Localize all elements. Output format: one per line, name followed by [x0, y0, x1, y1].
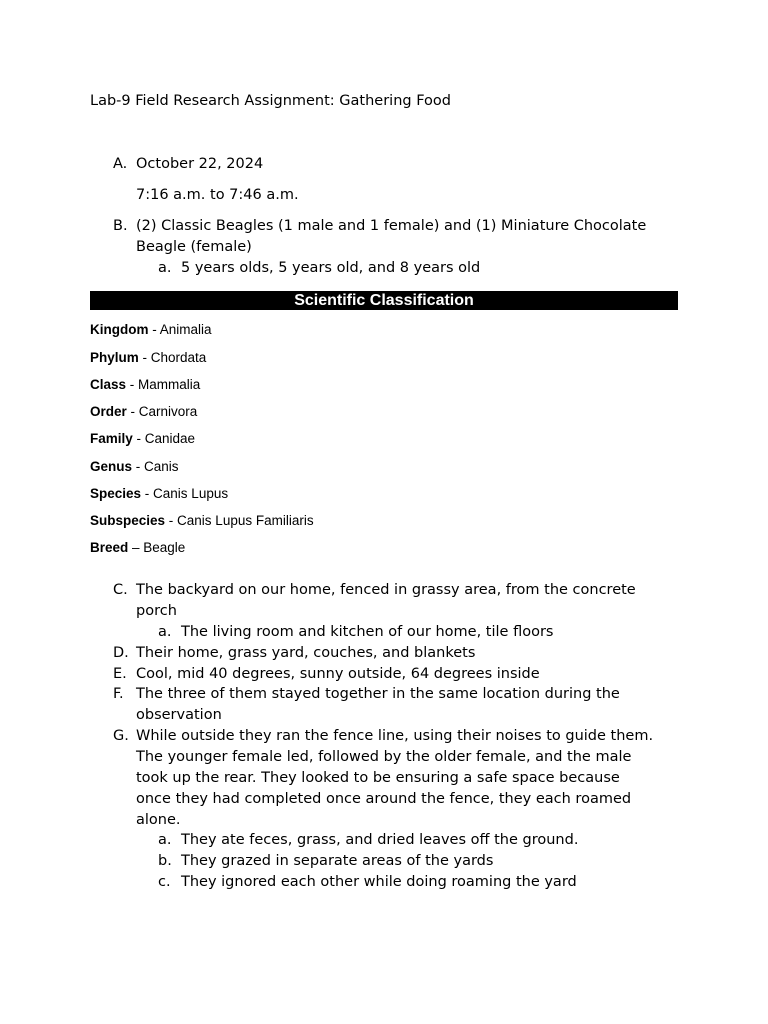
- list-marker: c.: [158, 874, 171, 890]
- list-marker: A.: [113, 156, 128, 172]
- rank-value: Chordata: [150, 350, 207, 365]
- list-item-b: [113, 216, 128, 237]
- list-item-f-line-2: observation: [136, 707, 222, 723]
- list-item-f-line-1: The three of them stayed together in the same location during the: [136, 686, 620, 702]
- rank-separator: -: [132, 459, 145, 474]
- rank-separator: -: [141, 486, 154, 501]
- sublist-item-g-b: [158, 851, 172, 872]
- sublist-item-a: [158, 258, 172, 279]
- list-marker: B.: [113, 218, 128, 234]
- document-title: Lab-9 Field Research Assignment: Gathering Food: [90, 93, 451, 109]
- rank-value: Canidae: [144, 431, 196, 446]
- rank-label: Kingdom: [90, 322, 149, 337]
- list-marker: C.: [113, 582, 128, 598]
- list-marker: F.: [113, 686, 124, 702]
- list-item-e: [113, 664, 127, 685]
- rank-value: Canis Lupus: [153, 486, 229, 501]
- rank-label: Species: [90, 486, 142, 501]
- list-item-g-line-1: While outside they ran the fence line, using their noises to guide them.: [136, 728, 654, 744]
- rank-value: Animalia: [159, 322, 212, 337]
- list-item-g-line-3: took up the rear. They looked to be ensuring a safe space because: [136, 770, 620, 786]
- list-item-c-line-1: The backyard on our home, fenced in grassy area, from the concrete: [136, 582, 636, 598]
- list-marker: G.: [113, 728, 129, 744]
- sublist-item-c-a: [158, 622, 172, 643]
- sublist-item-g-c-text: They ignored each other while doing roaming the yard: [181, 874, 577, 890]
- list-marker: a.: [158, 832, 172, 848]
- rank-separator: -: [126, 404, 139, 419]
- rank-value: Beagle: [143, 540, 186, 555]
- sublist-item-g-a-text: They ate feces, grass, and dried leaves off the ground.: [181, 832, 579, 848]
- rank-value: Canis: [144, 459, 179, 474]
- list-marker: D.: [113, 645, 129, 661]
- list-item-g-line-4: once they had completed once around the fence, they each roamed: [136, 791, 632, 807]
- list-item-time-text: 7:16 a.m. to 7:46 a.m.: [136, 187, 299, 203]
- rank-separator: -: [132, 431, 145, 446]
- rank-value: Canis Lupus Familiaris: [177, 513, 314, 528]
- rank-label: Breed: [90, 540, 129, 555]
- sublist-item-c-a-text: The living room and kitchen of our home, tile floors: [181, 624, 554, 640]
- rank-value: Carnivora: [138, 404, 198, 419]
- classification-heading: Scientific Classification: [90, 291, 678, 310]
- rank-label: Class: [90, 377, 127, 392]
- rank-label: Subspecies: [90, 513, 166, 528]
- classification-row-breed: [90, 539, 185, 556]
- rank-separator: -: [138, 350, 151, 365]
- list-marker: b.: [158, 853, 172, 869]
- list-item-a: [113, 154, 127, 175]
- list-marker: E.: [113, 666, 127, 682]
- rank-separator: –: [128, 540, 144, 555]
- list-marker: a.: [158, 260, 172, 276]
- rank-separator: -: [126, 377, 139, 392]
- rank-separator: -: [165, 513, 178, 528]
- classification-row-order: [90, 403, 197, 420]
- list-item-e-text: Cool, mid 40 degrees, sunny outside, 64 degrees inside: [136, 666, 540, 682]
- rank-label: Family: [90, 431, 133, 446]
- list-item-b-line-2: Beagle (female): [136, 239, 252, 255]
- sublist-item-a-text: 5 years olds, 5 years old, and 8 years old: [181, 260, 481, 276]
- list-marker: a.: [158, 624, 172, 640]
- list-item-c: [113, 580, 128, 601]
- classification-row-subspecies: [90, 512, 314, 529]
- sublist-item-g-c: [158, 872, 171, 893]
- list-item-a-text: October 22, 2024: [136, 156, 264, 172]
- rank-label: Genus: [90, 459, 133, 474]
- rank-separator: -: [148, 322, 160, 337]
- rank-label: Phylum: [90, 350, 139, 365]
- sublist-item-g-b-text: They grazed in separate areas of the yards: [181, 853, 494, 869]
- classification-row-phylum: [90, 349, 206, 366]
- list-item-g: [113, 726, 129, 747]
- list-item-b-line-1: (2) Classic Beagles (1 male and 1 female) and (1) Miniature Chocolate: [136, 218, 647, 234]
- list-item-d: [113, 643, 129, 664]
- list-item-c-line-2: porch: [136, 603, 177, 619]
- classification-row-species: [90, 485, 228, 502]
- rank-label: Order: [90, 404, 127, 419]
- list-item-d-text: Their home, grass yard, couches, and blankets: [136, 645, 476, 661]
- classification-row-class: [90, 376, 200, 393]
- rank-value: Mammalia: [138, 377, 201, 392]
- list-item-g-line-5: alone.: [136, 812, 181, 828]
- list-item-f: [113, 684, 124, 705]
- classification-row-family: [90, 430, 195, 447]
- list-item-g-line-2: The younger female led, followed by the older female, and the male: [136, 749, 632, 765]
- sublist-item-g-a: [158, 830, 172, 851]
- classification-row-genus: [90, 458, 179, 475]
- classification-row-kingdom: [90, 321, 212, 338]
